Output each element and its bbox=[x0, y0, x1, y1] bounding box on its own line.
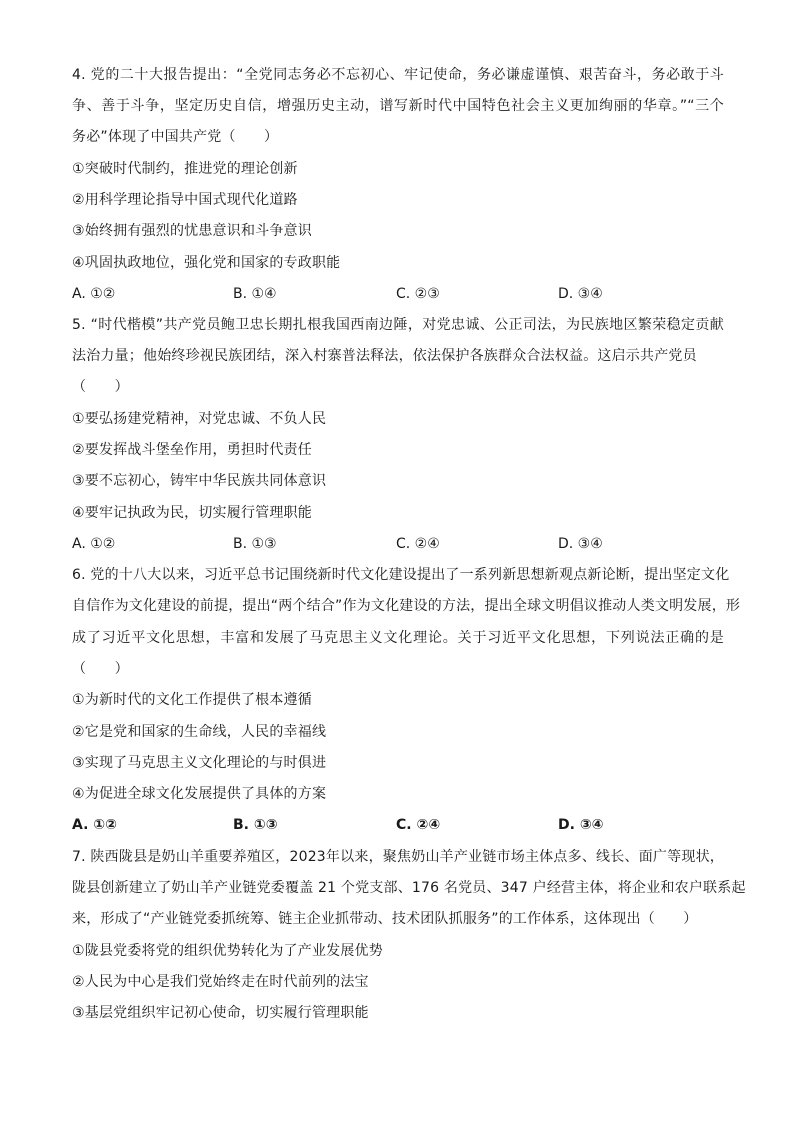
question-4-item-4: ④巩固执政地位，强化党和国家的专政职能 bbox=[72, 255, 341, 271]
question-5-options bbox=[72, 533, 724, 555]
option-d: D. ③④ bbox=[558, 536, 603, 552]
question-7-stem-line-2: 陇县创新建立了奶山羊产业链党委覆盖 21 个党支部、176 名党员、347 户经营主体，将企业和农户联系起 bbox=[72, 880, 746, 896]
question-7-item-3: ③基层党组织牢记初心使命，切实履行管理职能 bbox=[72, 1005, 369, 1021]
option-c: C. ②④ bbox=[396, 817, 441, 833]
question-5-item-4: ④要牢记执政为民，切实履行管理职能 bbox=[72, 505, 312, 521]
question-4-item-1: ①突破时代制约，推进党的理论创新 bbox=[72, 161, 298, 177]
question-4-stem-line-3: 务必”体现了中国共产党（ ） bbox=[72, 129, 279, 145]
option-d: D. ③④ bbox=[558, 817, 604, 833]
question-6-stem-line-1: 6. 党的十八大以来，习近平总书记围绕新时代文化建设提出了一系列新思想新观点新论断，提出坚定文化 bbox=[72, 567, 730, 583]
question-7-item-2: ②人民为中心是我们党始终走在时代前列的法宝 bbox=[72, 974, 369, 990]
question-5-stem-line-3: （ ） bbox=[72, 379, 129, 395]
option-c: C. ②④ bbox=[396, 536, 440, 552]
option-b: B. ①③ bbox=[233, 536, 277, 552]
question-6-options bbox=[72, 814, 724, 836]
question-5-item-1: ①要弘扬建党精神，对党忠诚、不负人民 bbox=[72, 411, 327, 427]
question-7-item-1: ①陇县党委将党的组织优势转化为了产业发展优势 bbox=[72, 943, 383, 959]
question-4-stem-line-2: 争、善于斗争，坚定历史自信，增强历史主动，谱写新时代中国特色社会主义更加绚丽的华章。”“三个 bbox=[72, 98, 724, 114]
question-6-stem-line-3: 成了习近平文化思想，丰富和发展了马克思主义文化理论。关于习近平文化思想，下列说法正确的是 bbox=[72, 630, 724, 646]
question-6-item-1: ①为新时代的文化工作提供了根本遵循 bbox=[72, 692, 312, 708]
option-b: B. ①③ bbox=[233, 817, 278, 833]
option-a: A. ①② bbox=[72, 536, 116, 552]
question-7-stem-line-1: 7. 陕西陇县是奶山羊重要养殖区，2023年以来，聚焦奶山羊产业链市场主体点多、线长、面广等现状， bbox=[72, 849, 724, 865]
question-4-item-2: ②用科学理论指导中国式现代化道路 bbox=[72, 192, 298, 208]
question-4-options bbox=[72, 283, 724, 305]
question-6-item-4: ④为促进全球文化发展提供了具体的方案 bbox=[72, 786, 327, 802]
question-5-stem-line-2: 法治力量；他始终珍视民族团结，深入村寨普法释法，依法保护各族群众合法权益。这启示共产党员 bbox=[72, 348, 697, 364]
option-d: D. ③④ bbox=[558, 286, 603, 302]
option-a: A. ①② bbox=[72, 286, 116, 302]
option-a: A. ①② bbox=[72, 817, 117, 833]
option-c: C. ②③ bbox=[396, 286, 440, 302]
question-6-stem-line-4: （ ） bbox=[72, 661, 129, 677]
question-4-item-3: ③始终拥有强烈的忧患意识和斗争意识 bbox=[72, 223, 312, 239]
question-5-item-2: ②要发挥战斗堡垒作用，勇担时代责任 bbox=[72, 442, 312, 458]
question-5-stem-line-1: 5. “时代楷模”共产党员鲍卫忠长期扎根我国西南边陲，对党忠诚、公正司法，为民族地区繁荣稳定贡献 bbox=[72, 317, 724, 333]
option-b: B. ①④ bbox=[233, 286, 277, 302]
question-4-stem-line-1: 4. 党的二十大报告提出：“全党同志务必不忘初心、牢记使命，务必谦虚谨慎、艰苦奋斗，务必敢于斗 bbox=[72, 67, 724, 83]
question-7-stem-line-3: 来，形成了“产业链党委抓统筹、链主企业抓带动、技术团队抓服务”的工作体系，这体现出（ ） bbox=[72, 911, 698, 927]
question-6-item-2: ②它是党和国家的生命线，人民的幸福线 bbox=[72, 724, 327, 740]
question-6-item-3: ③实现了马克思主义文化理论的与时俱进 bbox=[72, 755, 327, 771]
question-6-stem-line-2: 自信作为文化建设的前提，提出“两个结合”作为文化建设的方法，提出全球文明倡议推动人类文明发展，形 bbox=[72, 598, 741, 614]
question-5-item-3: ③要不忘初心，铸牢中华民族共同体意识 bbox=[72, 473, 327, 489]
